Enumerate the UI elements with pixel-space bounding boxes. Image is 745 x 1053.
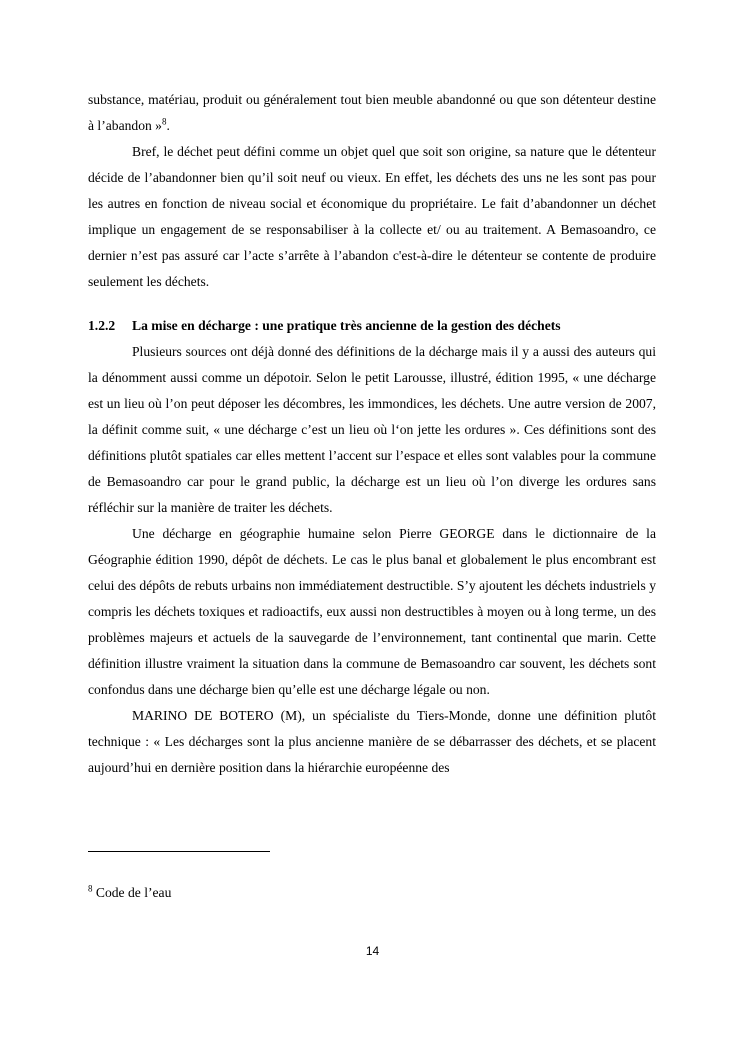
page-number: 14 xyxy=(365,944,380,958)
paragraph-text: substance, matériau, produit ou généralement tout bien meuble abandonné ou que son détenteur destine à l’abandon » xyxy=(88,92,656,133)
footnote-separator xyxy=(88,851,270,852)
paragraph-botero: MARINO DE BOTERO (M), un spécialiste du Tiers-Monde, donne une définition plutôt technique : « Les décharges sont la plus ancienne manière de se débarrasser des déchets, et se placent aujourd’hui en dernière position dans la hiérarchie européenne des xyxy=(88,708,656,775)
paragraph-continuation xyxy=(88,87,656,139)
paragraph-bref: Bref, le déchet peut défini comme un objet quel que soit son origine, sa nature que le détenteur décide de l’abandonner bien qu’il soit neuf ou vieux. En effet, les déchets des uns ne les sont pas pour les autres en fonction de niveau social et économique du propriétaire. Le fait d’abandonner un déchet implique un engagement de se responsabiliser à la collecte et/ ou au traitement. A Bemasoandro, ce dernier n’est pas assuré car l’acte s’arrête à l’abandon c'est-à-dire le détenteur se contente de produire seulement les déchets. xyxy=(88,144,656,289)
section-number: 1.2.2 xyxy=(88,318,116,333)
body-text xyxy=(88,87,656,781)
paragraph-sources: Plusieurs sources ont déjà donné des définitions de la décharge mais il y a aussi des auteurs qui la dénomment aussi comme un dépotoir. Selon le petit Larousse, illustré, édition 1995, « une décharge est un lieu où l’on peut déposer les décombres, les immondices, les déchets. Une autre version de 2007, la définit comme suit, « une décharge c’est un lieu où l‘on jette les ordures ». Ces définitions sont des définitions plutôt spatiales car elles mettent l’accent sur l’espace et elles sont valables pour la commune de Bemasoandro car pour le grand public, la décharge est un lieu où l’on diverge les ordures sans réfléchir sur la manière de traiter les déchets. xyxy=(88,344,656,515)
section-title: La mise en décharge : une pratique très ancienne de la gestion des déchets xyxy=(132,318,561,333)
footnote-number: 8 xyxy=(88,883,93,894)
footnote xyxy=(88,885,171,901)
paragraph-george: Une décharge en géographie humaine selon Pierre GEORGE dans le dictionnaire de la Géographie édition 1990, dépôt de déchets. Le cas le plus banal et globalement le plus encombrant est celui des dépôts de rebuts urbains non immédiatement destructible. S’y ajoutent les déchets industriels y compris les déchets toxiques et radioactifs, eux aussi non destructibles à moyen ou à long terme, un des problèmes majeurs et actuels de la sauvegarde de l’environnement, tant continental que marin. Cette définition illustre vraiment la situation dans la commune de Bemasoandro car souvent, les déchets sont confondus dans une décharge bien qu’elle est une décharge légale ou non. xyxy=(88,526,656,697)
footnote-reference: 8 xyxy=(161,116,167,127)
paragraph-end: . xyxy=(166,118,170,133)
section-heading xyxy=(88,313,656,339)
footnote-text: Code de l’eau xyxy=(92,885,172,900)
